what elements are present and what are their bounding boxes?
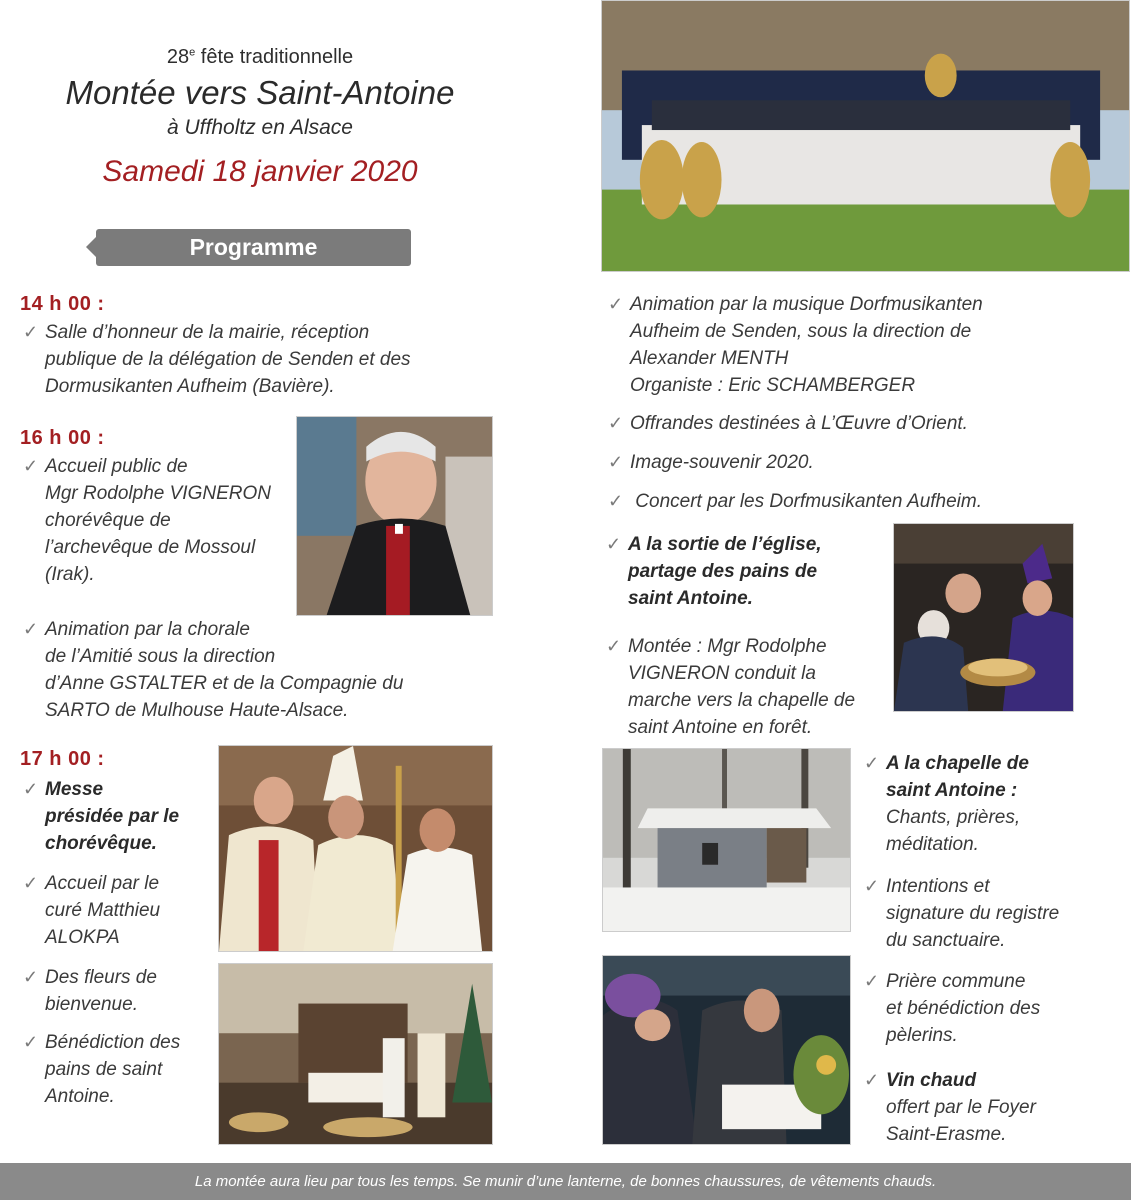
list-item (23, 453, 295, 588)
list-item (608, 488, 1110, 515)
line: Dormusikanten Aufheim (Bavière). (45, 376, 335, 397)
edition-text: fête traditionnelle (195, 46, 354, 68)
line: Accueil public de (45, 456, 188, 477)
band-photo-image (602, 1, 1129, 271)
list-item (23, 319, 465, 400)
line: Image-souvenir 2020. (630, 452, 814, 473)
line: Messe (45, 779, 104, 800)
checkmark-icon: ✓ (608, 294, 624, 314)
church-interior-image (219, 964, 492, 1144)
list-item (23, 1029, 215, 1110)
checkmark-icon: ✓ (864, 971, 880, 991)
list-item (23, 964, 215, 1018)
register-signing-photo (602, 955, 851, 1145)
checkmark-icon: ✓ (23, 873, 39, 893)
line: marche vers la chapelle de (628, 690, 856, 711)
line: l’archevêque de Mossoul (45, 537, 256, 558)
church-interior-photo (218, 963, 493, 1145)
line: Accueil par le (45, 873, 160, 894)
line: et bénédiction des (886, 998, 1041, 1019)
line: ALOKPA (45, 927, 120, 948)
register-signing-image (603, 956, 850, 1144)
list-item (23, 870, 215, 951)
bishop-portrait-photo (296, 416, 493, 616)
line: Mgr Rodolphe VIGNERON (45, 483, 271, 504)
line: Montée : Mgr Rodolphe (628, 636, 827, 657)
line: A la sortie de l’église, (628, 534, 822, 555)
line: chorévêque. (45, 833, 157, 854)
line: Antoine. (45, 1086, 115, 1107)
line: Bénédiction des (45, 1032, 181, 1053)
snowy-chapel-photo (602, 748, 851, 932)
list-item (864, 873, 1106, 954)
list-item (864, 750, 1086, 858)
line: curé Matthieu (45, 900, 161, 921)
line: offert par le Foyer (886, 1097, 1036, 1118)
line: Organiste : Eric SCHAMBERGER (630, 375, 916, 396)
line: Alexander MENTH (630, 348, 789, 369)
list-item (23, 616, 485, 724)
line: (Irak). (45, 564, 95, 585)
bread-sharing-image (894, 524, 1073, 711)
list-item (864, 1067, 1106, 1148)
checkmark-icon: ✓ (23, 1032, 39, 1052)
line: signature du registre (886, 903, 1060, 924)
time-16h: 16 h 00 : (20, 427, 105, 449)
mass-celebrants-image (219, 746, 492, 951)
page-title: Montée vers Saint-Antoine (65, 74, 455, 111)
list-item (606, 531, 888, 612)
line: d’Anne GSTALTER et de la Compagnie du (45, 673, 404, 694)
bishop-portrait-image (297, 417, 492, 615)
line: Vin chaud (886, 1070, 977, 1091)
band-photo (601, 0, 1130, 272)
list-item (23, 776, 215, 857)
line: pèlerins. (886, 1025, 958, 1046)
page-subtitle: à Uffholtz en Alsace (167, 116, 353, 139)
edition-line (90, 46, 430, 69)
list-item (608, 410, 1110, 437)
line: Prière commune (886, 971, 1026, 992)
line: du sanctuaire. (886, 930, 1006, 951)
snowy-chapel-image (603, 749, 850, 931)
line: de l’Amitié sous la direction (45, 646, 276, 667)
checkmark-icon: ✓ (864, 753, 880, 773)
line: VIGNERON conduit la (628, 663, 816, 684)
checkmark-icon: ✓ (608, 452, 624, 472)
line: Intentions et (886, 876, 990, 897)
list-item (606, 633, 888, 741)
time-17h: 17 h 00 : (20, 748, 105, 770)
time-14h: 14 h 00 : (20, 293, 105, 315)
line: Animation par la chorale (45, 619, 250, 640)
list-item (864, 968, 1106, 1049)
edition-number: 28 (166, 46, 190, 68)
line: saint Antoine en forêt. (628, 717, 813, 738)
programme-banner: Programme (96, 229, 411, 266)
line: présidée par le (45, 806, 180, 827)
line: Chants, prières, (886, 807, 1021, 828)
line: saint Antoine : (886, 780, 1018, 801)
edition-superscript: e (189, 46, 196, 59)
line: Saint-Erasme. (886, 1124, 1007, 1145)
line: Aufheim de Senden, sous la direction de (630, 321, 972, 342)
checkmark-icon: ✓ (23, 779, 39, 799)
line: Offrandes destinées à L’Œuvre d’Orient. (630, 413, 968, 434)
checkmark-icon: ✓ (23, 967, 39, 987)
mass-celebrants-photo (218, 745, 493, 952)
checkmark-icon: ✓ (23, 619, 39, 639)
line: Concert par les Dorfmusikanten Aufheim. (630, 491, 983, 512)
line: saint Antoine. (628, 588, 753, 609)
line: partage des pains de (628, 561, 818, 582)
list-item (608, 291, 1110, 399)
checkmark-icon: ✓ (608, 413, 624, 433)
checkmark-icon: ✓ (608, 491, 624, 511)
checkmark-icon: ✓ (23, 322, 39, 342)
checkmark-icon: ✓ (864, 876, 880, 896)
checkmark-icon: ✓ (606, 534, 622, 554)
footer-note: La montée aura lieu par tous les temps. Se munir d’une lanterne, de bonnes chaussures, de vêtements chauds. (0, 1163, 1131, 1200)
line: bienvenue. (45, 994, 138, 1015)
line: Animation par la musique Dorfmusikanten (630, 294, 983, 315)
line: chorévêque de (45, 510, 171, 531)
line: Des fleurs de (45, 967, 157, 988)
line: méditation. (886, 834, 979, 855)
checkmark-icon: ✓ (23, 456, 39, 476)
checkmark-icon: ✓ (864, 1070, 880, 1090)
list-item (608, 449, 1110, 476)
event-date: Samedi 18 janvier 2020 (102, 155, 418, 188)
line: SARTO de Mulhouse Haute-Alsace. (45, 700, 349, 721)
checkmark-icon: ✓ (606, 636, 622, 656)
line: publique de la délégation de Senden et des (45, 349, 411, 370)
line: Salle d’honneur de la mairie, réception (45, 322, 370, 343)
line: pains de saint (45, 1059, 163, 1080)
line: A la chapelle de (886, 753, 1029, 774)
bread-sharing-photo (893, 523, 1074, 712)
